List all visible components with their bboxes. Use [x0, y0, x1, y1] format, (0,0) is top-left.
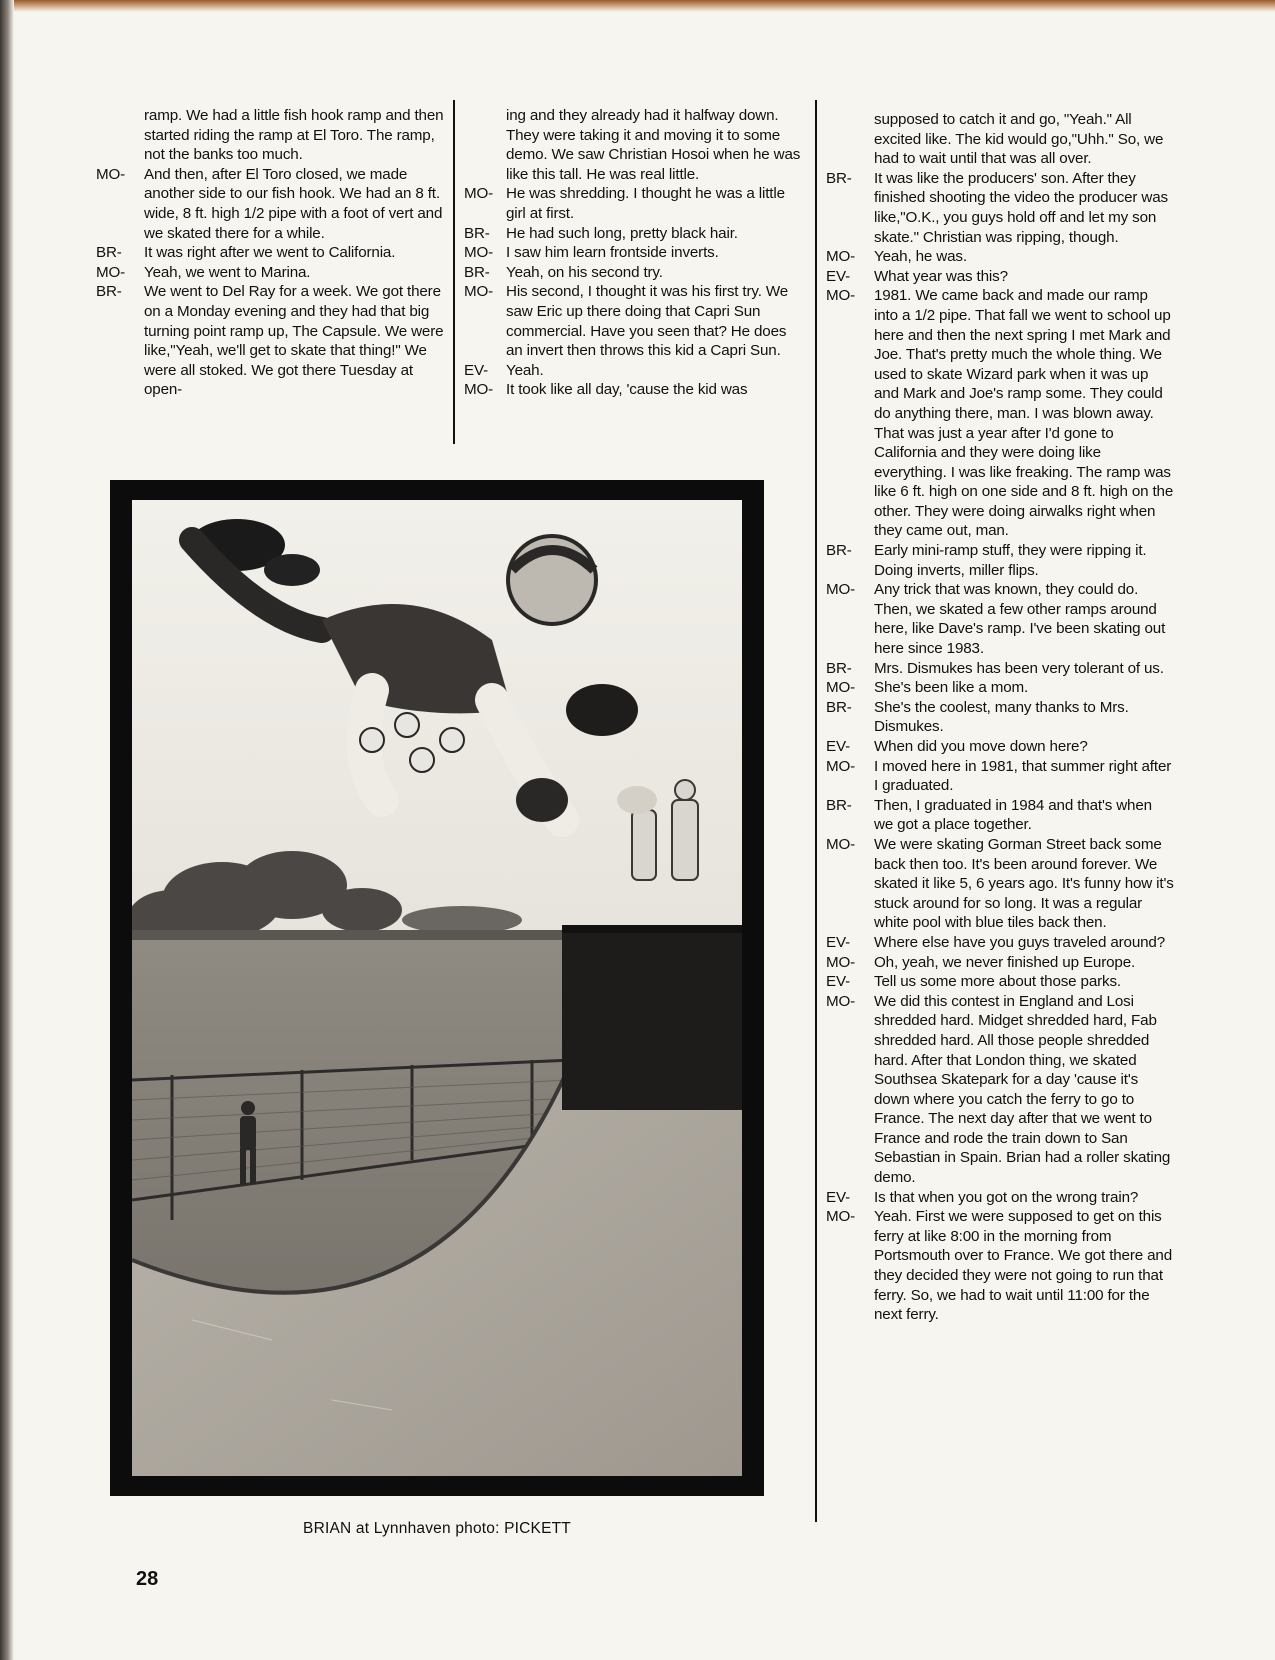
- interview-paragraph: [826, 757, 1174, 796]
- paragraph-text: Yeah, on his second try.: [506, 263, 663, 281]
- interview-paragraph: [826, 953, 1174, 973]
- interview-paragraph: [96, 106, 446, 165]
- paragraph-text: Yeah. First we were supposed to get on this ferry at like 8:00 in the morning from Portsmouth over to France. We got there and they decided they were not going to run that ferry. So, we had to wait until 11:00 for the next ferry.: [874, 1208, 1173, 1324]
- paragraph-text: We were skating Gorman Street back some back then too. It's been around forever. We skated it like 5, 6 years ago. It's funny how it's stuck around for so long. It was a regular white pool with blue tiles back then.: [874, 835, 1174, 932]
- interview-paragraph: [826, 933, 1174, 953]
- speaker-label: MO-: [826, 287, 856, 305]
- speaker-label: EV-: [826, 1188, 851, 1206]
- speaker-label: MO-: [464, 283, 494, 301]
- interview-paragraph: [826, 698, 1174, 737]
- speaker-label: BR-: [96, 283, 122, 301]
- paragraph-text: Then, I graduated in 1984 and that's when we got a place together.: [874, 796, 1152, 834]
- paragraph-text: Any trick that was known, they could do. Then, we skated a few other ramps around here, like Dave's ramp. I've been skating out here since 1983.: [874, 581, 1166, 658]
- text-column-2: [464, 106, 804, 400]
- interview-paragraph: [826, 286, 1174, 541]
- paragraph-text: Where else have you guys traveled around?: [874, 933, 1166, 951]
- paragraph-text: It took like all day, 'cause the kid was: [506, 381, 748, 399]
- interview-paragraph: [464, 184, 804, 223]
- paragraph-text: And then, after El Toro closed, we made another side to our fish hook. We had an 8 ft. wide, 8 ft. high 1/2 pipe with a foot of vert and we skated there for a while.: [144, 165, 443, 242]
- speaker-label: MO-: [464, 185, 494, 203]
- skate-photo: [110, 480, 764, 1496]
- paragraph-text: What year was this?: [874, 267, 1008, 285]
- interview-paragraph: [826, 659, 1174, 679]
- text-column-1: [96, 106, 446, 400]
- speaker-label: MO-: [826, 248, 856, 266]
- speaker-label: EV-: [464, 361, 489, 379]
- interview-paragraph: [826, 1188, 1174, 1208]
- paragraph-text: Mrs. Dismukes has been very tolerant of us.: [874, 659, 1164, 677]
- speaker-label: BR-: [826, 659, 852, 677]
- paragraph-text: When did you move down here?: [874, 738, 1088, 755]
- paragraph-text: We went to Del Ray for a week. We got there on a Monday evening and they had that big turning point ramp up, The Capsule. We were like,"Yeah, we'll get to skate that thing!" We were all stoked. We got there Tuesday at open-: [144, 283, 444, 399]
- interview-paragraph: [826, 1207, 1174, 1325]
- paragraph-text: I saw him learn frontside inverts.: [506, 244, 719, 262]
- page-binding-edge: [0, 0, 14, 1660]
- photo-caption: BRIAN at Lynnhaven photo: PICKETT: [303, 1520, 571, 1537]
- interview-paragraph: [96, 282, 446, 400]
- paragraph-text: supposed to catch it and go, "Yeah." All excited like. The kid would go,"Uhh." So, we had to wait until that was all over.: [874, 111, 1164, 168]
- speaker-label: MO-: [826, 757, 856, 775]
- speaker-label: MO-: [96, 165, 126, 183]
- interview-paragraph: [464, 361, 804, 381]
- speaker-label: MO-: [96, 263, 126, 281]
- speaker-label: BR-: [464, 263, 490, 281]
- page-number: 28: [136, 1568, 159, 1590]
- paragraph-text: She's been like a mom.: [874, 679, 1029, 697]
- paragraph-text: Early mini-ramp stuff, they were ripping it. Doing inverts, miller flips.: [874, 542, 1147, 579]
- speaker-label: BR-: [826, 698, 852, 716]
- interview-paragraph: [826, 267, 1174, 287]
- speaker-label: MO-: [826, 835, 856, 853]
- interview-paragraph: [96, 263, 446, 283]
- speaker-label: MO-: [826, 1208, 856, 1226]
- text-column-3: [826, 110, 1174, 1325]
- speaker-label: MO-: [826, 581, 856, 599]
- interview-paragraph: [464, 263, 804, 283]
- speaker-label: MO-: [464, 244, 494, 262]
- interview-paragraph: [826, 580, 1174, 658]
- speaker-label: BR-: [826, 169, 852, 187]
- interview-paragraph: [826, 678, 1174, 698]
- interview-paragraph: [826, 110, 1174, 169]
- speaker-label: EV-: [826, 933, 851, 951]
- interview-paragraph: [464, 224, 804, 244]
- interview-paragraph: [464, 106, 804, 184]
- interview-paragraph: [826, 835, 1174, 933]
- speaker-label: BR-: [464, 224, 490, 242]
- speaker-label: BR-: [826, 796, 852, 814]
- paragraph-text: It was right after we went to California.: [144, 244, 396, 262]
- paragraph-text: Is that when you got on the wrong train?: [874, 1188, 1139, 1206]
- interview-paragraph: [464, 243, 804, 263]
- interview-paragraph: [826, 972, 1174, 992]
- paragraph-text: He was shredding. I thought he was a little girl at first.: [506, 185, 785, 222]
- speaker-label: MO-: [464, 381, 494, 399]
- paragraph-text: Yeah.: [506, 361, 544, 379]
- speaker-label: EV-: [826, 738, 851, 755]
- paragraph-text: 1981. We came back and made our ramp into a 1/2 pipe. That fall we went to school up here and then the next spring I met Mark and Joe. That's pretty much the whole thing. We used to skate Wizard park when it was up and Mark and Joe's ramp some. They could do anything there, man. I was blown away. That was just a year after I'd gone to California and they were doing like everything. I was like freaking. The ramp was like 6 ft. high on one side and 8 ft. high on the other. They were doing airwalks right when they came out, man.: [874, 287, 1174, 540]
- paragraph-text: Yeah, we went to Marina.: [144, 263, 311, 281]
- interview-paragraph: [826, 796, 1174, 835]
- paragraph-text: ing and they already had it halfway down. They were taking it and moving it to some demo. We saw Christian Hosoi when he was like this tall. He was real little.: [506, 107, 801, 183]
- speaker-label: BR-: [826, 542, 852, 560]
- paragraph-text: We did this contest in England and Losi shredded hard. Midget shredded hard, Fab shredded hard. All those people shredded hard. After that London thing, we skated Southsea Skatepark for a day 'cause it's down where you catch the ferry to go to France. The next day after that we went to France and rode the train down to San Sebastian in Spain. Brian had a roller skating demo.: [874, 992, 1171, 1187]
- paragraph-text: He had such long, pretty black hair.: [506, 224, 738, 242]
- interview-paragraph: [464, 380, 804, 400]
- interview-paragraph: [826, 992, 1174, 1188]
- column-divider-2: [815, 100, 817, 1522]
- paragraph-text: His second, I thought it was his first try. We saw Eric up there doing that Capri Sun commercial. Have you seen that? He does an invert then throws this kid a Capri Sun.: [506, 283, 789, 360]
- interview-paragraph: [96, 243, 446, 263]
- interview-paragraph: [826, 247, 1174, 267]
- speaker-label: EV-: [826, 973, 851, 991]
- paragraph-text: Yeah, he was.: [874, 248, 967, 266]
- skate-photo-image: [132, 500, 742, 1476]
- paragraph-text: It was like the producers' son. After they finished shooting the video the producer was like,"O.K., you guys hold off and let my son skate." Christian was ripping, though.: [874, 169, 1168, 246]
- speaker-label: EV-: [826, 267, 851, 285]
- paragraph-text: Tell us some more about those parks.: [874, 973, 1122, 991]
- speaker-label: MO-: [826, 992, 856, 1010]
- interview-paragraph: [96, 165, 446, 243]
- paragraph-text: ramp. We had a little fish hook ramp and then started riding the ramp at El Toro. The ramp, not the banks too much.: [144, 107, 444, 164]
- interview-paragraph: [826, 541, 1174, 580]
- interview-paragraph: [464, 282, 804, 360]
- interview-paragraph: [826, 169, 1174, 247]
- paragraph-text: Oh, yeah, we never finished up Europe.: [874, 953, 1136, 971]
- paragraph-text: She's the coolest, many thanks to Mrs. Dismukes.: [874, 698, 1129, 736]
- speaker-label: BR-: [96, 244, 122, 262]
- paragraph-text: I moved here in 1981, that summer right after I graduated.: [874, 757, 1172, 795]
- page-top-edge: [0, 0, 1275, 12]
- interview-paragraph: [826, 737, 1174, 757]
- speaker-label: MO-: [826, 953, 856, 971]
- column-divider-1: [453, 100, 455, 444]
- speaker-label: MO-: [826, 679, 856, 697]
